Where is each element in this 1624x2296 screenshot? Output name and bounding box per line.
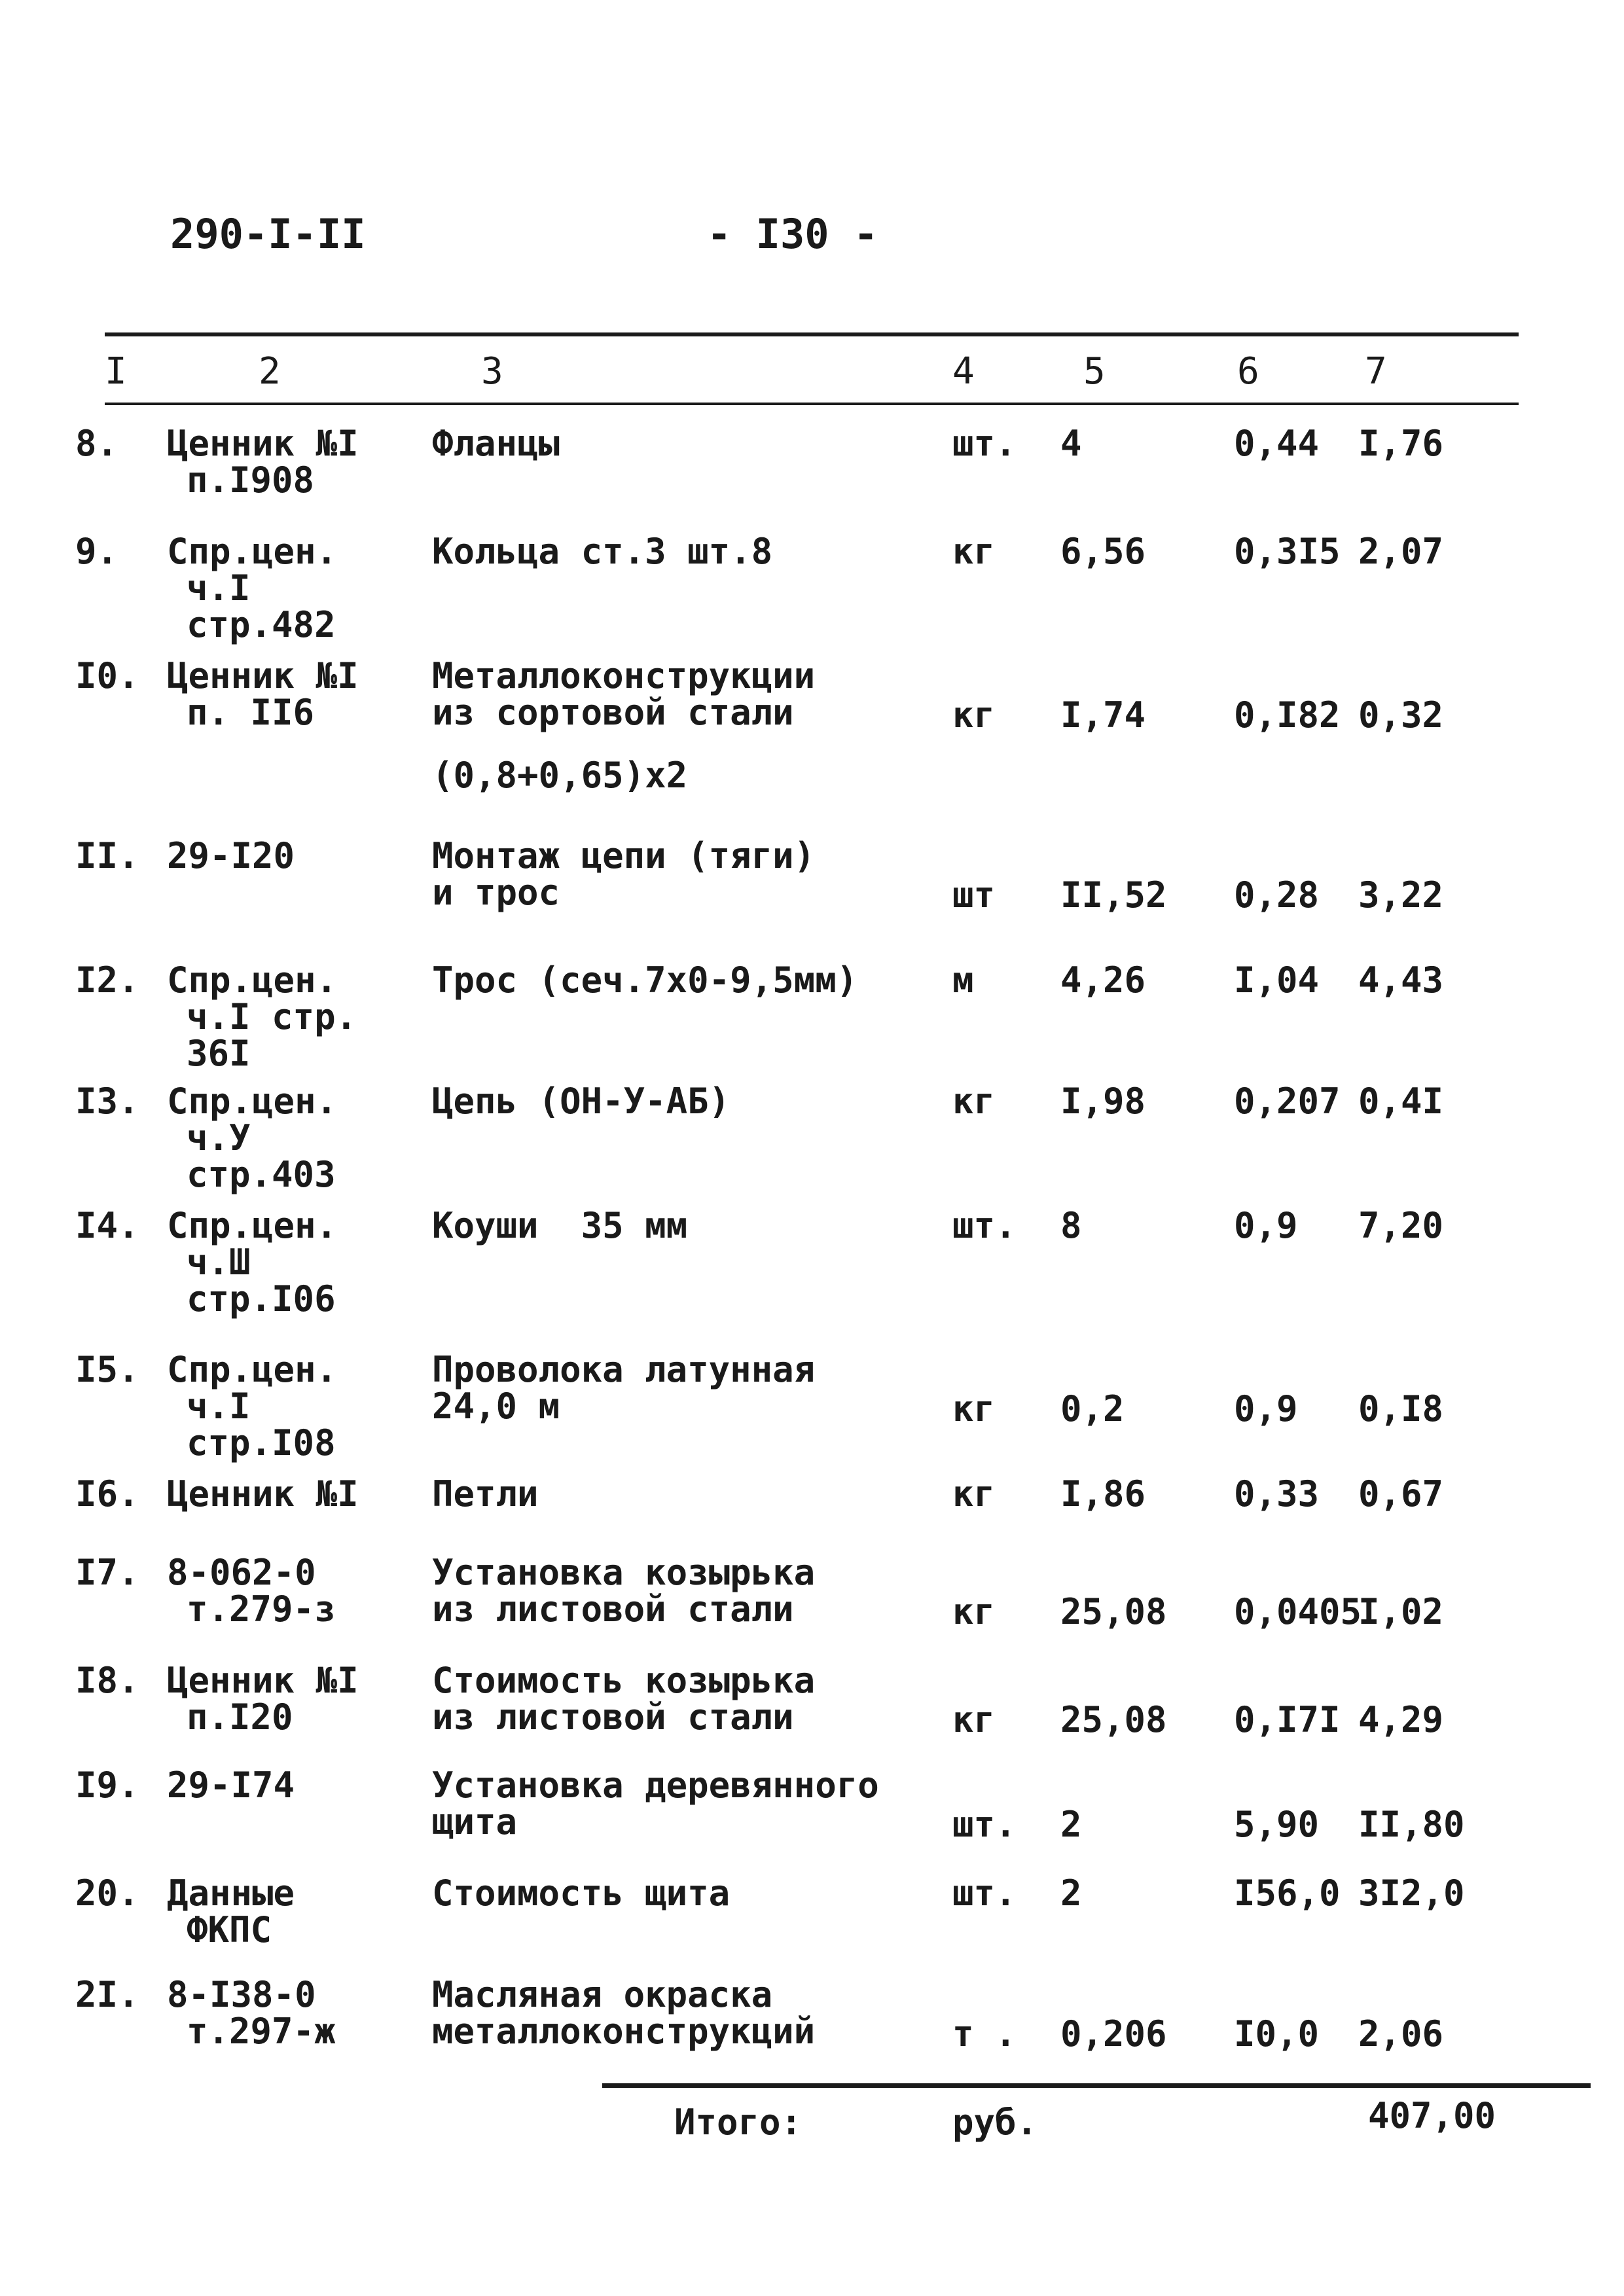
line-total: 0,I8 (1358, 1388, 1444, 1429)
price-reference: п.I908 (187, 459, 315, 501)
quantity: 25,08 (1060, 1591, 1167, 1632)
unit-price: 0,0405 (1234, 1591, 1362, 1632)
item-name: Фланцы (432, 423, 560, 464)
item-name: и трос (432, 872, 560, 913)
quantity: I,74 (1060, 694, 1146, 736)
row-number: I5. (75, 1349, 139, 1390)
price-reference: п.I20 (187, 1696, 293, 1738)
price-reference: 36I (187, 1033, 251, 1074)
unit-of-measure: кг (952, 1699, 996, 1740)
item-name: щита (432, 1801, 518, 1842)
unit-of-measure: шт (952, 874, 996, 916)
item-name: металлоконструкций (432, 2011, 816, 2052)
item-name: Стоимость щита (432, 1873, 731, 1914)
line-total: 0,4I (1358, 1081, 1444, 1122)
row-number: 8. (75, 423, 118, 464)
row-number: I7. (75, 1552, 139, 1593)
unit-price: 0,I7I (1234, 1699, 1341, 1740)
column-header-4: 4 (952, 350, 975, 393)
price-reference: 29-I74 (167, 1765, 295, 1806)
unit-price: I,04 (1234, 960, 1320, 1001)
item-name: Петли (432, 1473, 539, 1515)
row-number: 20. (75, 1873, 139, 1914)
row-number: II. (75, 835, 139, 876)
unit-of-measure: кг (952, 531, 996, 572)
row-number: I4. (75, 1205, 139, 1246)
quantity: 0,206 (1060, 2013, 1167, 2054)
price-reference: 8-062-0 (167, 1552, 316, 1593)
line-total: I,76 (1358, 423, 1444, 464)
item-name: из листовой стали (432, 1588, 794, 1630)
document-code: 290-I-II (170, 210, 366, 258)
column-header-3: 3 (481, 350, 503, 393)
line-total: 2,07 (1358, 531, 1444, 572)
total-unit: руб. (952, 2102, 1038, 2143)
quantity: 8 (1060, 1205, 1082, 1246)
price-reference: т.297-ж (187, 2011, 336, 2052)
unit-of-measure: кг (952, 694, 996, 736)
price-reference: стр.403 (187, 1154, 336, 1195)
price-reference: ч.Ш (187, 1242, 251, 1283)
quantity: 4,26 (1060, 960, 1146, 1001)
item-name: Установка козырька (432, 1552, 816, 1593)
column-header-1: I (105, 350, 127, 393)
column-header-2: 2 (259, 350, 281, 393)
price-reference: стр.482 (187, 604, 336, 645)
item-name: из сортовой стали (432, 692, 794, 733)
item-name: Трос (сеч.7х0-9,5мм) (432, 960, 858, 1001)
unit-of-measure: т . (952, 2013, 1017, 2054)
price-reference: Ценник №I (167, 423, 359, 464)
item-name: Цепь (ОН-У-АБ) (432, 1081, 731, 1122)
column-header-6: 6 (1237, 350, 1259, 393)
total-label: Итого: (674, 2102, 803, 2143)
price-reference: Ценник №I (167, 1660, 359, 1701)
unit-price: 0,44 (1234, 423, 1320, 464)
price-reference: Ценник №I (167, 1473, 359, 1515)
line-total: 7,20 (1358, 1205, 1444, 1246)
item-name: Проволока латунная (432, 1349, 816, 1390)
unit-price: I56,0 (1234, 1873, 1341, 1914)
unit-price: 0,9 (1234, 1388, 1298, 1429)
unit-price: 0,3I5 (1234, 531, 1341, 572)
item-name: (0,8+0,65)х2 (432, 755, 688, 796)
unit-of-measure: шт. (952, 1873, 1017, 1914)
unit-price: 0,207 (1234, 1081, 1341, 1122)
price-reference: п. II6 (187, 692, 315, 733)
unit-price: 0,33 (1234, 1473, 1320, 1515)
unit-of-measure: кг (952, 1473, 996, 1515)
unit-of-measure: м (952, 960, 974, 1001)
unit-of-measure: шт. (952, 1804, 1017, 1845)
total-value: 407,00 (1368, 2095, 1496, 2136)
line-total: II,80 (1358, 1804, 1465, 1845)
item-name: Установка деревянного (432, 1765, 879, 1806)
price-reference: Ценник №I (167, 655, 359, 696)
item-name: Кольца ст.3 шт.8 (432, 531, 773, 572)
price-reference: ч.I стр. (187, 996, 357, 1037)
quantity: II,52 (1060, 874, 1167, 916)
line-total: 0,32 (1358, 694, 1444, 736)
unit-of-measure: шт. (952, 1205, 1017, 1246)
line-total: 4,29 (1358, 1699, 1444, 1740)
line-total: 0,67 (1358, 1473, 1444, 1515)
price-reference: ч.У (187, 1117, 251, 1158)
row-number: 2I. (75, 1974, 139, 2015)
table-top-rule (105, 332, 1519, 336)
quantity: 2 (1060, 1873, 1082, 1914)
row-number: I8. (75, 1660, 139, 1701)
quantity: 25,08 (1060, 1699, 1167, 1740)
row-number: 9. (75, 531, 118, 572)
quantity: 0,2 (1060, 1388, 1125, 1429)
unit-of-measure: шт. (952, 423, 1017, 464)
price-reference: Спр.цен. (167, 1081, 338, 1122)
quantity: 2 (1060, 1804, 1082, 1845)
price-reference: 8-I38-0 (167, 1974, 316, 2015)
unit-price: I0,0 (1234, 2013, 1320, 2054)
item-name: Стоимость козырька (432, 1660, 816, 1701)
quantity: I,98 (1060, 1081, 1146, 1122)
unit-price: 5,90 (1234, 1804, 1320, 1845)
line-total: 4,43 (1358, 960, 1444, 1001)
column-header-7: 7 (1365, 350, 1387, 393)
item-name: Коуши 35 мм (432, 1205, 688, 1246)
item-name: 24,0 м (432, 1386, 560, 1427)
column-header-5: 5 (1083, 350, 1106, 393)
price-reference: Спр.цен. (167, 960, 338, 1001)
price-reference: стр.I08 (187, 1422, 336, 1463)
price-reference: ФКПС (187, 1909, 272, 1950)
price-reference: ч.I (187, 567, 251, 609)
price-reference: т.279-з (187, 1588, 336, 1630)
line-total: 3I2,0 (1358, 1873, 1465, 1914)
unit-of-measure: кг (952, 1388, 996, 1429)
item-name: из листовой стали (432, 1696, 794, 1738)
item-name: Металлоконструкции (432, 655, 816, 696)
unit-of-measure: кг (952, 1591, 996, 1632)
price-reference: Спр.цен. (167, 531, 338, 572)
row-number: I6. (75, 1473, 139, 1515)
total-rule (602, 2083, 1591, 2088)
quantity: I,86 (1060, 1473, 1146, 1515)
row-number: I2. (75, 960, 139, 1001)
row-number: I3. (75, 1081, 139, 1122)
price-reference: Спр.цен. (167, 1205, 338, 1246)
item-name: Монтаж цепи (тяги) (432, 835, 816, 876)
price-reference: Спр.цен. (167, 1349, 338, 1390)
quantity: 6,56 (1060, 531, 1146, 572)
unit-price: 0,9 (1234, 1205, 1298, 1246)
quantity: 4 (1060, 423, 1082, 464)
price-reference: ч.I (187, 1386, 251, 1427)
price-reference: Данные (167, 1873, 295, 1914)
unit-of-measure: кг (952, 1081, 996, 1122)
header-bottom-rule (105, 403, 1519, 405)
price-reference: стр.I06 (187, 1278, 336, 1319)
line-total: 3,22 (1358, 874, 1444, 916)
item-name: Масляная окраска (432, 1974, 773, 2015)
page-number: - I30 - (707, 210, 878, 258)
row-number: I0. (75, 655, 139, 696)
line-total: 2,06 (1358, 2013, 1444, 2054)
price-reference: 29-I20 (167, 835, 295, 876)
unit-price: 0,28 (1234, 874, 1320, 916)
line-total: I,02 (1358, 1591, 1444, 1632)
row-number: I9. (75, 1765, 139, 1806)
unit-price: 0,I82 (1234, 694, 1341, 736)
